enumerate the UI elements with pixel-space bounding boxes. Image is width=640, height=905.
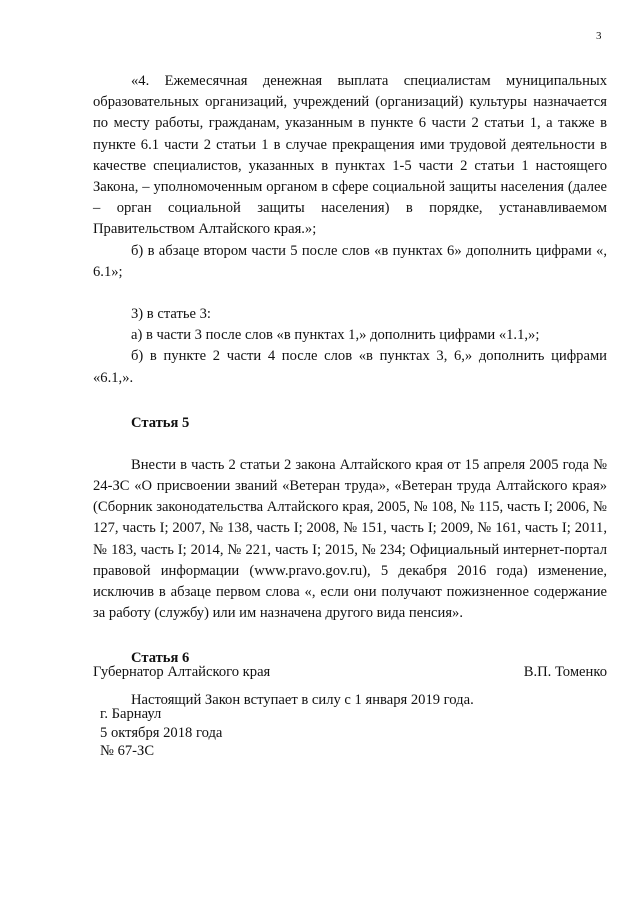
date: 5 октября 2018 года <box>100 724 223 741</box>
signatory-position: Губернатор Алтайского края <box>93 664 271 680</box>
place-date-block <box>100 705 222 761</box>
city: г. Барнаул <box>100 706 162 722</box>
signatory-name: В.П. Томенко <box>523 664 607 680</box>
spacer <box>93 434 607 455</box>
spacer <box>93 389 607 413</box>
paragraph-item-b-part4: б) в пункте 2 части 4 после слов «в пунктах 3, 6,» дополнить цифрами «6.1,». <box>93 348 607 386</box>
article-6-text: Настоящий Закон вступает в силу с 1 января 2019 года. <box>131 692 474 709</box>
document-body <box>93 71 607 712</box>
spacer <box>93 283 607 304</box>
article-5-text: Внести в часть 2 статьи 2 закона Алтайского края от 15 апреля 2005 года № 24-ЗС «О присвоении званий «Ветеран труда», «Ветеран труда Алтайского края» (Сборник законодательства Алтайского края, 2005, № 108, № 115, часть I; 2006, № 127, часть I; 2007, № 138, часть I; 2008, № 151, часть I; 2009, № 161, часть I; 2011, № 183, часть I; 2014, № 221, часть I; 2015, № 234; Официальный интернет-портал правовой информации (www.pravo.gov.ru), 5 декабря 2016 года) изменение, исключив в абзаце первом слова «, если они получают пожизненное содержание за работу (службу) или им назначена другого вида пенсия». <box>93 456 607 622</box>
paragraph-item-4: «4. Ежемесячная денежная выплата специалистам муниципальных образовательных организаций, учреждений (организаций) культуры назначается по месту работы, гражданам, указанным в пункте 6 части 2 статьи 1, а также в пункте 6.1 части 2 статьи 1 в случае прекращения ими трудовой деятельности в качестве специалистов, указанных в пунктах 1-5 части 2 статьи 1 настоящего Закона, – уполномоченным органом в сфере социальной защиты населения (далее – орган социальной защиты населения) в порядке, устанавливаемом Правительством Алтайского края.»; <box>93 73 607 238</box>
paragraph-item-b-part5: б) в абзаце втором части 5 после слов «в пунктах 6» дополнить цифрами «, 6.1»; <box>93 242 607 280</box>
page-number: 3 <box>596 30 602 42</box>
paragraph-item-a: а) в части 3 после слов «в пунктах 1,» дополнить цифрами «1.1,»; <box>131 327 540 344</box>
law-number: № 67-ЗС <box>100 743 155 759</box>
article-5-heading: Статья 5 <box>131 414 190 431</box>
article-6-heading: Статья 6 <box>131 650 190 667</box>
paragraph-item-3: 3) в статье 3: <box>131 306 211 323</box>
spacer <box>93 624 607 648</box>
